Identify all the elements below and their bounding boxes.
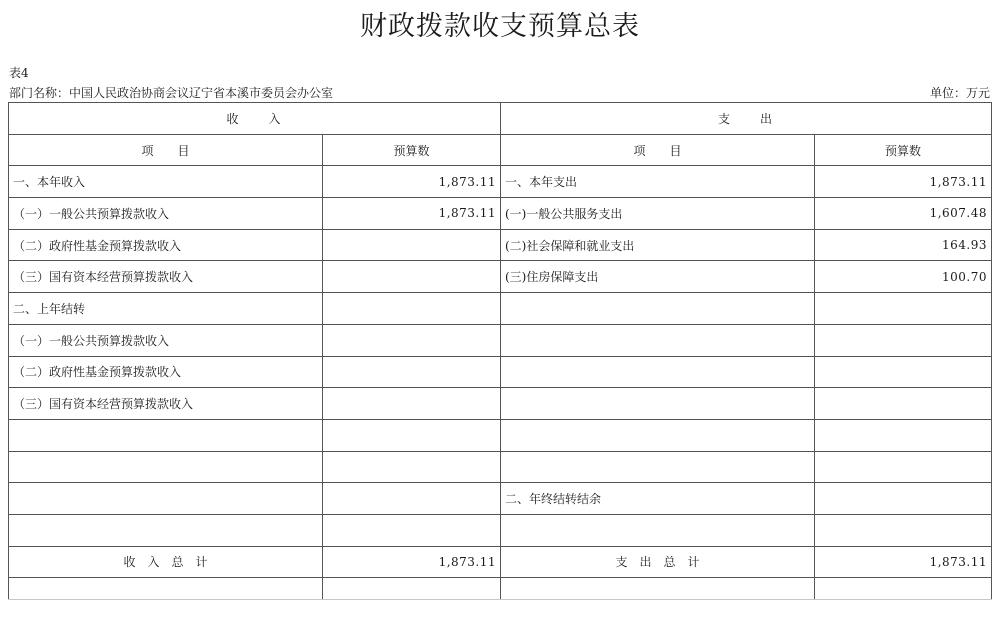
expense-budget-cell: 100.70	[815, 261, 992, 293]
expense-item-cell	[501, 388, 815, 420]
income-budget-cell	[323, 451, 501, 483]
income-budget-cell	[323, 483, 501, 515]
empty-cell	[501, 578, 815, 600]
expense-budget-cell	[815, 388, 992, 420]
income-item-cell: （二）政府性基金预算拨款收入	[9, 356, 323, 388]
expense-budget-header: 预算数	[815, 134, 992, 166]
income-total-value: 1,873.11	[323, 546, 501, 578]
expense-budget-cell	[815, 293, 992, 325]
expense-budget-cell: 1,873.11	[815, 166, 992, 198]
table-row	[9, 514, 992, 546]
budget-table-body	[9, 103, 992, 600]
income-item-cell	[9, 419, 323, 451]
table-row	[9, 419, 992, 451]
empty-cell	[9, 578, 323, 600]
expense-item-cell: 一、本年支出	[501, 166, 815, 198]
expense-item-cell	[501, 293, 815, 325]
income-item-cell	[9, 483, 323, 515]
table-row	[9, 388, 992, 420]
expense-budget-cell	[815, 419, 992, 451]
income-item-cell: （二）政府性基金预算拨款收入	[9, 229, 323, 261]
table-row	[9, 483, 992, 515]
totals-row	[9, 546, 992, 578]
page-title: 财政拨款收支预算总表	[360, 11, 640, 42]
expense-budget-cell: 1,607.48	[815, 198, 992, 230]
expense-item-cell: 二、年终结转结余	[501, 483, 815, 515]
expense-budget-cell: 164.93	[815, 229, 992, 261]
income-budget-cell	[323, 293, 501, 325]
income-item-header: 项 目	[9, 134, 323, 166]
income-item-cell: （一）一般公共预算拨款收入	[9, 324, 323, 356]
income-item-cell	[9, 514, 323, 546]
empty-cell	[323, 578, 501, 600]
table-row	[9, 229, 992, 261]
expense-item-cell: (一)一般公共服务支出	[501, 198, 815, 230]
income-item-cell: 一、本年收入	[9, 166, 323, 198]
income-item-cell: （三）国有资本经营预算拨款收入	[9, 261, 323, 293]
income-budget-cell	[323, 229, 501, 261]
expense-item-cell	[501, 419, 815, 451]
table-row	[9, 451, 992, 483]
income-item-cell: （一）一般公共预算拨款收入	[9, 198, 323, 230]
unit-label: 单位：万元	[929, 86, 990, 100]
income-total-label: 收 入 总 计	[9, 546, 323, 578]
table-row	[9, 578, 992, 600]
section-header-row	[9, 103, 992, 135]
expense-item-cell	[501, 514, 815, 546]
income-budget-cell: 1,873.11	[323, 166, 501, 198]
table-row	[9, 198, 992, 230]
income-item-cell: 二、上年结转	[9, 293, 323, 325]
expense-item-cell	[501, 451, 815, 483]
table-row	[9, 293, 992, 325]
income-budget-cell	[323, 356, 501, 388]
income-item-cell	[9, 451, 323, 483]
income-budget-header: 预算数	[323, 134, 501, 166]
table-row	[9, 261, 992, 293]
department-name: 部门名称：中国人民政治协商会议辽宁省本溪市委员会办公室	[9, 86, 334, 100]
income-budget-cell	[323, 261, 501, 293]
income-budget-cell	[323, 514, 501, 546]
expense-budget-cell	[815, 451, 992, 483]
column-header-row	[9, 134, 992, 166]
expense-item-cell: (三)住房保障支出	[501, 261, 815, 293]
expense-total-value: 1,873.11	[815, 546, 992, 578]
expense-budget-cell	[815, 514, 992, 546]
expense-item-cell: (二)社会保障和就业支出	[501, 229, 815, 261]
income-budget-cell: 1,873.11	[323, 198, 501, 230]
income-section-header: 收 入	[9, 103, 501, 135]
expense-budget-cell	[815, 324, 992, 356]
expense-item-header: 项 目	[501, 134, 815, 166]
table-row	[9, 324, 992, 356]
table-row	[9, 356, 992, 388]
income-budget-cell	[323, 388, 501, 420]
expense-total-label: 支 出 总 计	[501, 546, 815, 578]
table-row	[9, 166, 992, 198]
expense-budget-cell	[815, 483, 992, 515]
income-budget-cell	[323, 324, 501, 356]
form-number: 表4	[9, 66, 29, 80]
income-item-cell: （三）国有资本经营预算拨款收入	[9, 388, 323, 420]
expense-item-cell	[501, 324, 815, 356]
empty-cell	[815, 578, 992, 600]
income-budget-cell	[323, 419, 501, 451]
expense-section-header: 支 出	[501, 103, 992, 135]
expense-item-cell	[501, 356, 815, 388]
budget-table	[8, 102, 992, 600]
expense-budget-cell	[815, 356, 992, 388]
